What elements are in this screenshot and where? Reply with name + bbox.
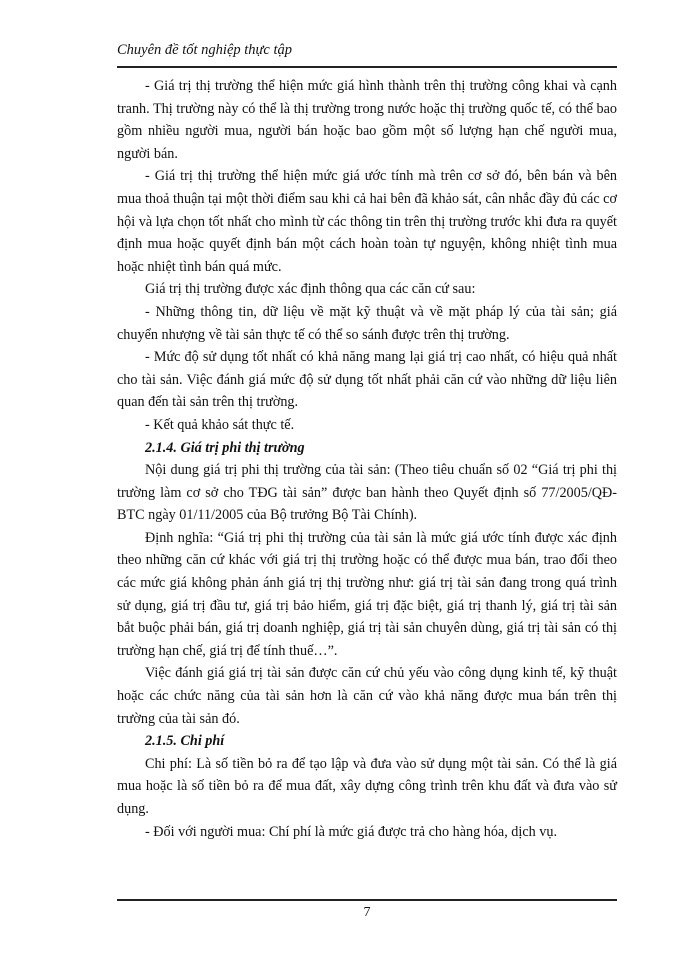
- paragraph: - Giá trị thị trường thể hiện mức giá ước tính mà trên cơ sở đó, bên bán và bên mua thoả thuận tại một thời điểm sau khi cả hai bên đã khảo sát, cân nhắc đầy đủ các cơ hội và lựa chọn tốt nhất cho mình từ các thông tin trên thị trường trước khi đưa ra quyết định mua hoặc quyết định bán một cách hoàn toàn tự nguyện, không nhiệt tình mua hoặc nhiệt tình bán quá mức.: [117, 168, 617, 275]
- paragraph: Việc đánh giá giá trị tài sản được căn cứ chủ yếu vào công dụng kinh tế, kỹ thuật hoặc các chức năng của tài sản hơn là căn cứ vào khả năng được mua bán trên thị trường của tài sản đó.: [117, 665, 617, 727]
- paragraph: - Đối với người mua: Chí phí là mức giá được trả cho hàng hóa, dịch vụ.: [145, 823, 558, 840]
- paragraph: Giá trị thị trường được xác định thông qua các căn cứ sau:: [145, 281, 476, 298]
- page-number: 7: [363, 905, 371, 920]
- paragraph: - Mức độ sử dụng tốt nhất có khả năng mang lại giá trị cao nhất, có hiệu quả nhất cho tài sản. Việc đánh giá mức độ sử dụng tốt nhất phải căn cứ vào những dữ liệu liên quan đến tài sản trên thị trường.: [117, 349, 617, 411]
- paragraph: - Những thông tin, dữ liệu về mặt kỹ thuật và về mặt pháp lý của tài sản; giá chuyển nhượng về tài sản thực tế có thể so sánh được trên thị trường.: [117, 303, 617, 343]
- section-heading: 2.1.4. Giá trị phi thị trường: [145, 439, 305, 456]
- section-heading: 2.1.5. Chi phí: [145, 733, 225, 750]
- paragraph: Định nghĩa: “Giá trị phi thị trường của tài sản là mức giá ước tính được xác định theo những căn cứ khác với giá trị thị trường hoặc có thể được mua bán, trao đổi theo các mức giá không phản ánh giá trị thị trường như: giá trị tài sản đang trong quá trình sử dụng, giá trị đầu tư, giá trị bảo hiểm, giá trị đặc biệt, giá trị thanh lý, giá trị tài sản bắt buộc phải bán, giá trị doanh nghiệp, giá trị tài sản chuyên dùng, giá trị tài sản có thị trường hạn chế, giá trị để tính thuế…”.: [117, 529, 617, 659]
- paragraph: Chi phí: Là số tiền bỏ ra để tạo lập và đưa vào sử dụng một tài sản. Có thể là giá mua hoặc là số tiền bỏ ra để mua đất, xây dựng công trình trên khu đất và đưa vào sử dụng.: [117, 755, 617, 817]
- page-body: [117, 75, 617, 843]
- page-header-title: Chuyên đề tốt nghiệp thực tập: [117, 42, 293, 58]
- paragraph: - Giá trị thị trường thể hiện mức giá hình thành trên thị trường công khai và cạnh tranh. Thị trường này có thể là thị trường trong nước hoặc thị trường quốc tế, có thể bao gồm nhiều người mua, người bán hoặc bao gồm một số lượng hạn chế người mua, người bán.: [117, 78, 617, 162]
- header-divider: [117, 66, 617, 68]
- paragraph: - Kết quả khảo sát thực tế.: [145, 416, 295, 433]
- footer-divider: [117, 899, 617, 901]
- paragraph: Nội dung giá trị phi thị trường của tài sản: (Theo tiêu chuẩn số 02 “Giá trị phi thị trường làm cơ sở cho TĐG tài sản” được ban hành theo Quyết định số 77/2005/QĐ-BTC ngày 01/11/2005 của Bộ trưởng Bộ Tài Chính).: [117, 462, 617, 524]
